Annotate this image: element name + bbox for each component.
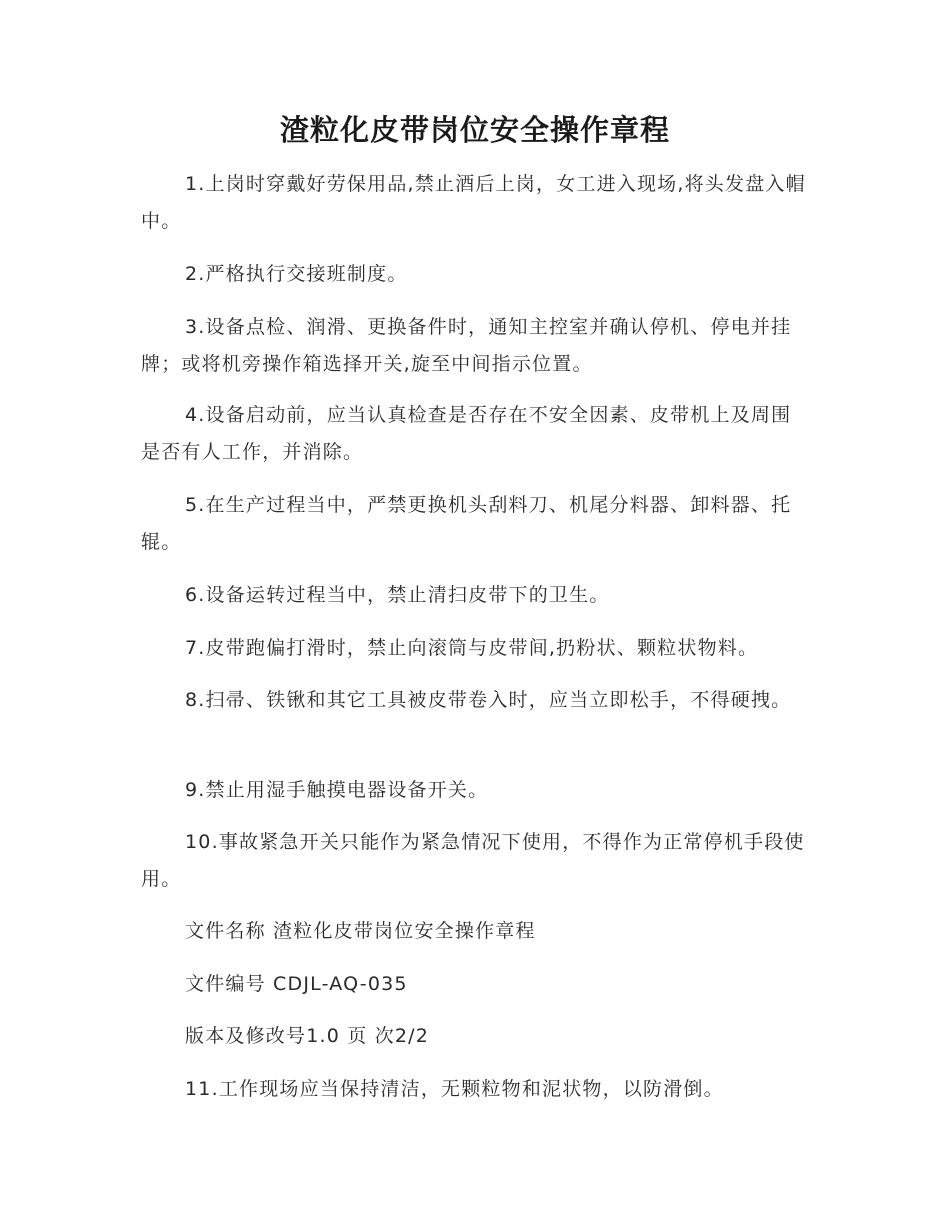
paragraph-3: 3.设备点检、润滑、更换备件时，通知主控室并确认停机、停电并挂牌；或将机旁操作箱选择开关,旋至中间指示位置。	[141, 316, 792, 375]
file-number-line: 文件编号 CDJL-AQ-035	[185, 973, 408, 995]
paragraph-10: 10.事故紧急开关只能作为紧急情况下使用，不得作为正常停机手段使用。	[141, 831, 805, 890]
paragraph-2: 2.严格执行交接班制度。	[185, 263, 408, 285]
paragraph-11: 11.工作现场应当保持清洁，无颗粒物和泥状物，以防滑倒。	[185, 1078, 724, 1100]
paragraph-7: 7.皮带跑偏打滑时，禁止向滚筒与皮带间,扔粉状、颗粒状物料。	[185, 637, 759, 659]
paragraph-9: 9.禁止用湿手触摸电器设备开关。	[185, 779, 489, 801]
paragraph-1: 1.上岗时穿戴好劳保用品,禁止酒后上岗，女工进入现场,将头发盘入帽中。	[141, 173, 806, 232]
paragraph-6: 6.设备运转过程当中，禁止清扫皮带下的卫生。	[185, 584, 610, 606]
version-line: 版本及修改号1.0 页 次2/2	[185, 1025, 430, 1047]
paragraph-5: 5.在生产过程当中，严禁更换机头刮料刀、机尾分料器、卸料器、托辊。	[141, 494, 792, 553]
document-title: 渣粒化皮带岗位安全操作章程	[279, 113, 670, 147]
paragraph-8: 8.扫帚、铁锹和其它工具被皮带卷入时，应当立即松手，不得硬拽。	[185, 689, 792, 711]
file-name-line: 文件名称 渣粒化皮带岗位安全操作章程	[185, 920, 536, 942]
paragraph-4: 4.设备启动前，应当认真检查是否存在不安全因素、皮带机上及周围是否有人工作，并消除。	[141, 404, 792, 463]
